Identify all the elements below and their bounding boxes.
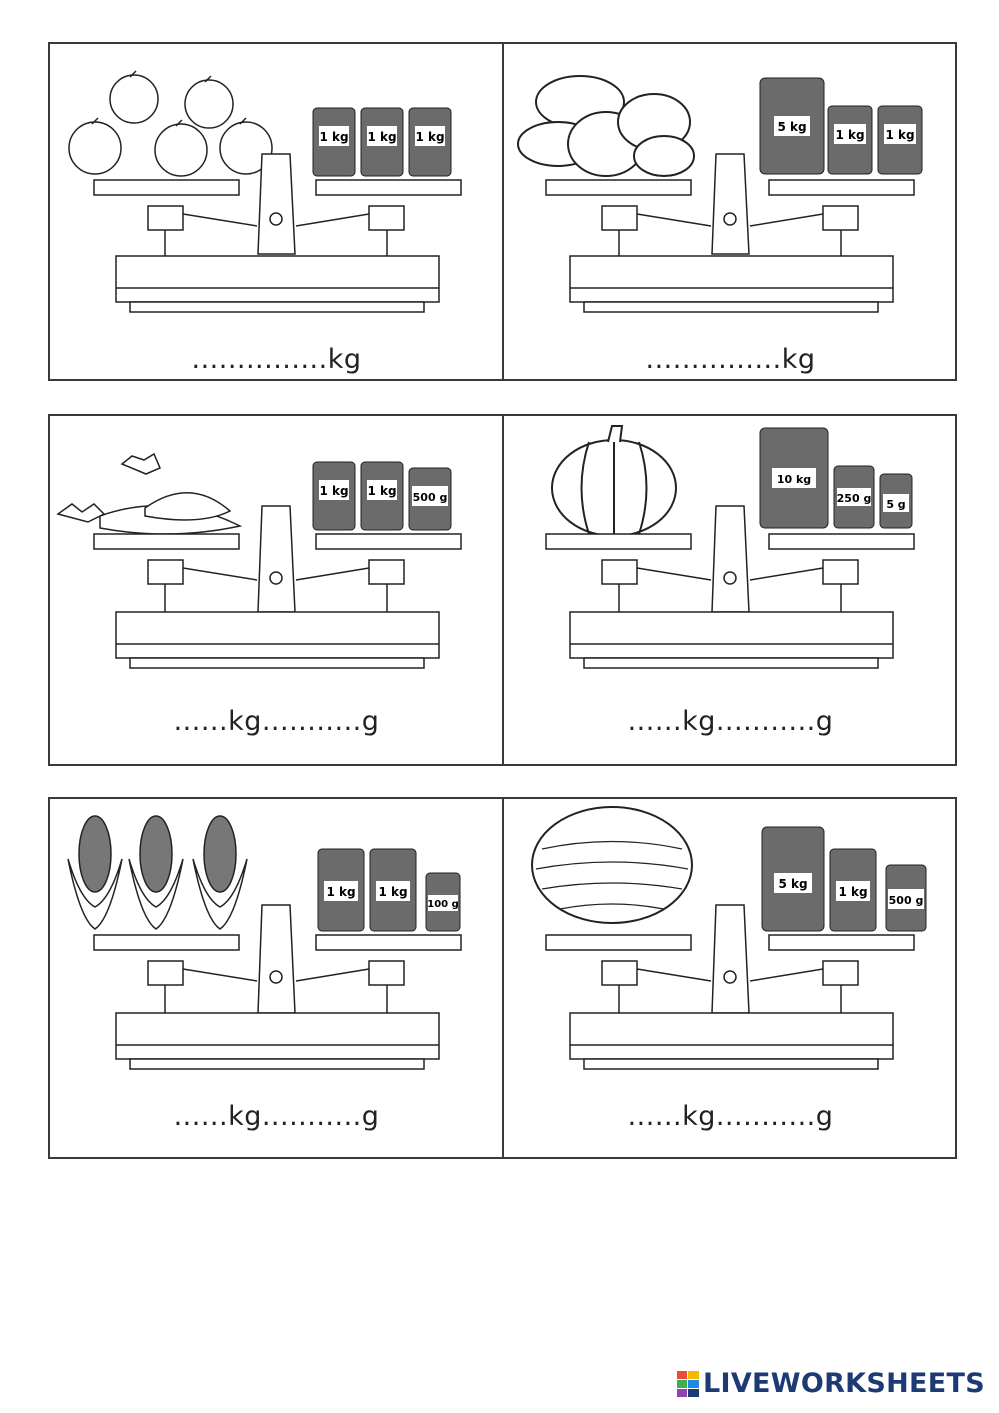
weight-label: 1 kg [835, 128, 865, 142]
weight-label: 1 kg [885, 128, 915, 142]
weight-label: 10 kg [776, 473, 812, 486]
balance-scale-icon [504, 799, 957, 1099]
exercise-card-carrots [50, 416, 503, 764]
corn-icon [68, 816, 247, 929]
weight-label: 100 g [427, 899, 459, 910]
exercise-card-watermelon [504, 799, 957, 1157]
exercise-card-corn [50, 799, 503, 1157]
answer-field[interactable]: ......kg...........g [173, 706, 380, 737]
weight-label: 1 kg [378, 885, 408, 899]
weight-label: 1 kg [326, 885, 356, 899]
answer-field[interactable]: ......kg...........g [627, 706, 834, 737]
liveworksheets-logo-icon [677, 1371, 699, 1397]
weights [760, 78, 922, 174]
balance-scale-icon [504, 44, 957, 344]
weight-label: 1 kg [319, 484, 349, 498]
watermelon-icon [532, 807, 692, 923]
balance-scale-icon [50, 416, 503, 716]
weight-label: 500 g [412, 491, 448, 504]
answer-field[interactable]: ......kg...........g [627, 1101, 834, 1132]
weights [313, 462, 451, 530]
exercise-card-pumpkin [504, 416, 957, 764]
answer-field[interactable]: ......kg...........g [173, 1101, 380, 1132]
weight-label: 5 kg [777, 120, 807, 134]
potatoes-icon [518, 76, 694, 176]
exercise-row-2 [48, 414, 957, 766]
balance-scale-icon [50, 44, 503, 344]
exercise-row-1 [48, 42, 957, 381]
exercise-card-potatoes [504, 44, 957, 379]
footer-brand [677, 1368, 985, 1399]
pumpkin-icon [552, 426, 676, 536]
weights [318, 849, 460, 931]
weights [313, 108, 451, 176]
weight-label: 1 kg [367, 484, 397, 498]
scale-base [546, 154, 914, 312]
scale-base [94, 154, 461, 312]
weight-label: 1 kg [367, 130, 397, 144]
exercise-row-3 [48, 797, 957, 1159]
weights [760, 428, 912, 528]
tomatoes-icon [69, 71, 272, 176]
weights [762, 827, 926, 931]
weight-label: 500 g [888, 894, 924, 907]
balance-scale-icon [504, 416, 957, 716]
answer-field[interactable]: ...............kg [645, 344, 816, 375]
answer-field[interactable]: ...............kg [191, 344, 362, 375]
brand-name: LIVEWORKSHEETS [702, 1368, 985, 1399]
weight-label: 1 kg [838, 885, 868, 899]
carrots-icon [58, 454, 240, 534]
exercise-card-tomatoes [50, 44, 503, 379]
weight-label: 1 kg [319, 130, 349, 144]
balance-scale-icon [50, 799, 503, 1099]
weight-label: 250 g [836, 492, 872, 505]
weight-label: 5 g [886, 498, 906, 511]
weight-label: 5 kg [778, 877, 808, 891]
weight-label: 1 kg [415, 130, 445, 144]
